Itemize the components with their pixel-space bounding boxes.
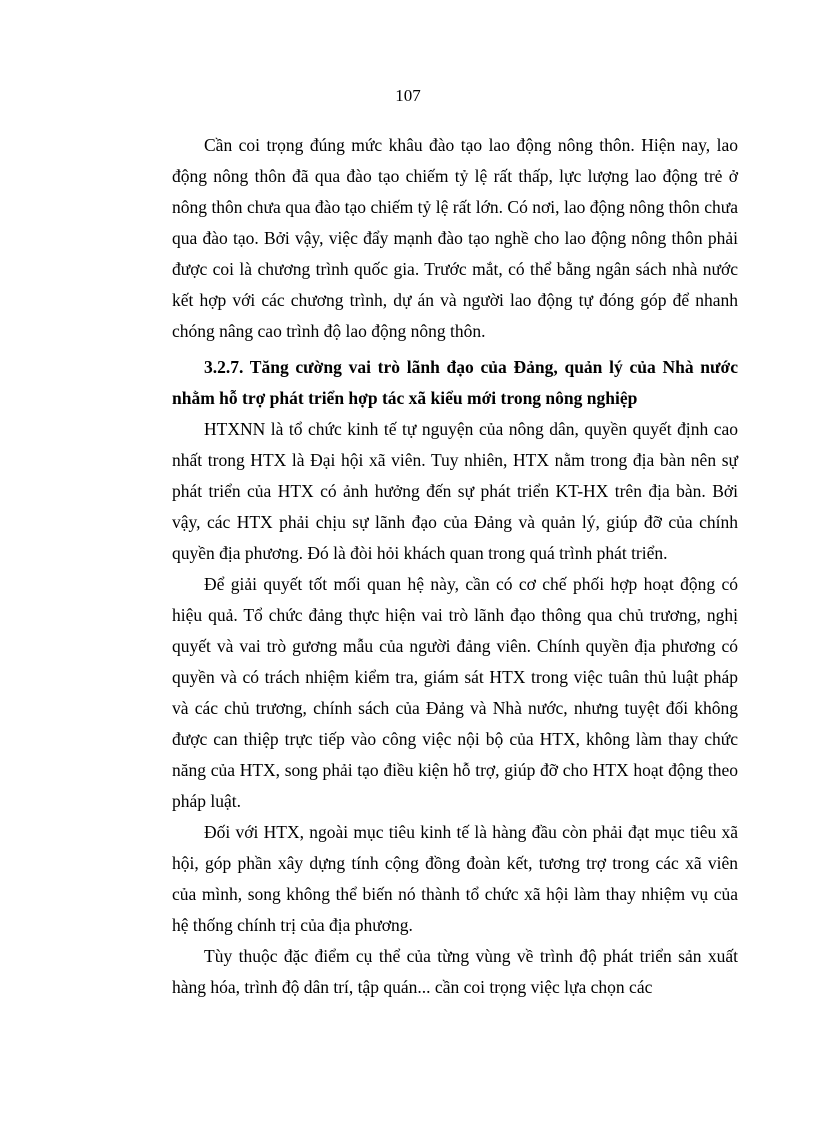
paragraph: Cần coi trọng đúng mức khâu đào tạo lao động nông thôn. Hiện nay, lao động nông thôn đã qua đào tạo chiếm tỷ lệ rất thấp, lực lượng lao động trẻ ở nông thôn chưa qua đào tạo chiếm tỷ lệ rất lớn. Có nơi, lao động nông thôn chưa qua đào tạo. Bởi vậy, việc đẩy mạnh đào tạo nghề cho lao động nông thôn phải được coi là chương trình quốc gia. Trước mắt, có thể bằng ngân sách nhà nước kết hợp với các chương trình, dự án và người lao động tự đóng góp để nhanh chóng nâng cao trình độ lao động nông thôn. — [172, 135, 738, 341]
section-heading: 3.2.7. Tăng cường vai trò lãnh đạo của Đảng, quản lý của Nhà nước nhằm hỗ trợ phát triển hợp tác xã kiểu mới trong nông nghiệp — [172, 357, 738, 408]
paragraph: Để giải quyết tốt mối quan hệ này, cần có cơ chế phối hợp hoạt động có hiệu quả. Tổ chức đảng thực hiện vai trò lãnh đạo thông qua chủ trương, nghị quyết và vai trò gương mẫu của người đảng viên. Chính quyền địa phương có quyền và có trách nhiệm kiểm tra, giám sát HTX trong việc tuân thủ luật pháp và các chủ trương, chính sách của Đảng và Nhà nước, nhưng tuyệt đối không được can thiệp trực tiếp vào công việc nội bộ của HTX, không làm thay chức năng của HTX, song phải tạo điều kiện hỗ trợ, giúp đỡ cho HTX hoạt động theo pháp luật. — [172, 574, 738, 811]
paragraph: Đối với HTX, ngoài mục tiêu kinh tế là hàng đầu còn phải đạt mục tiêu xã hội, góp phần xây dựng tính cộng đồng đoàn kết, tương trợ trong các xã viên của mình, song không thể biến nó thành tổ chức xã hội làm thay nhiệm vụ của hệ thống chính trị của địa phương. — [172, 822, 738, 935]
page-body — [172, 130, 738, 1003]
page-number: 107 — [395, 86, 421, 105]
paragraph: Tùy thuộc đặc điểm cụ thể của từng vùng về trình độ phát triển sản xuất hàng hóa, trình độ dân trí, tập quán... cần coi trọng việc lựa chọn các — [172, 946, 738, 997]
paragraph: HTXNN là tổ chức kinh tế tự nguyện của nông dân, quyền quyết định cao nhất trong HTX là Đại hội xã viên. Tuy nhiên, HTX nằm trong địa bàn nên sự phát triển của HTX có ảnh hưởng đến sự phát triển KT-HX trên địa bàn. Bởi vậy, các HTX phải chịu sự lãnh đạo của Đảng và quản lý, giúp đỡ của chính quyền địa phương. Đó là đòi hỏi khách quan trong quá trình phát triển. — [172, 419, 738, 563]
